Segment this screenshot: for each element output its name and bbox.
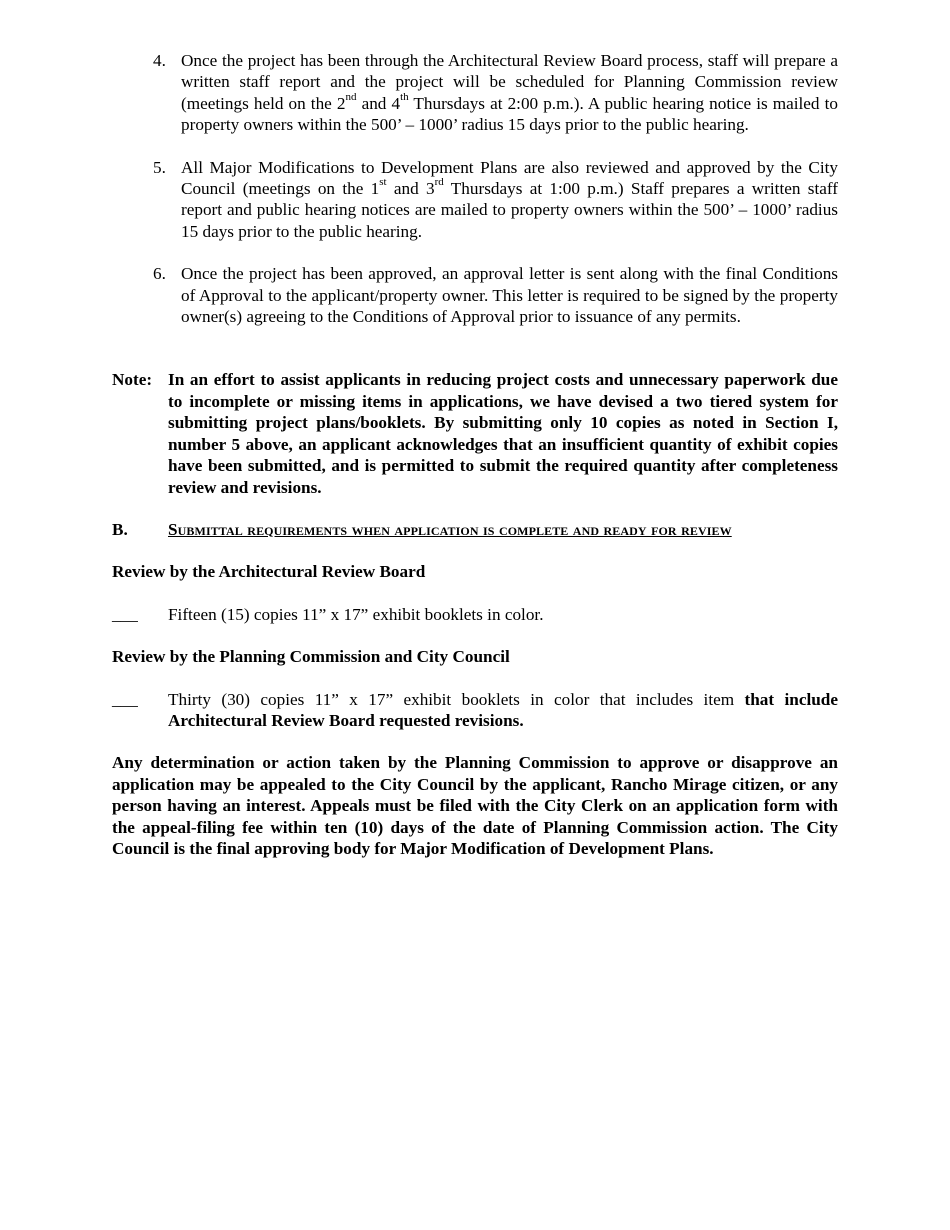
checklist-text: Fifteen (15) copies 11” x 17” exhibit booklets in color.: [168, 604, 544, 624]
list-item-number: 5.: [153, 157, 166, 177]
list-item-text: Once the project has been through the Architectural Review Board process, staff will prepare a written staff report and the project will be scheduled for Planning Commission review (meetings held on the 2nd and 4th Thursdays at 2:00 p.m.). A public hearing notice is mailed to property owners within the 500’ – 1000’ radius 15 days prior to the public hearing.: [181, 51, 838, 135]
pc-cc-checklist-item: [112, 689, 838, 732]
arb-heading: Review by the Architectural Review Board: [112, 562, 426, 582]
list-item-number: 4.: [153, 51, 166, 70]
note-paragraph: [112, 369, 838, 497]
document-page: [112, 50, 838, 859]
note-text: In an effort to assist applicants in reducing project costs and unnecessary paperwork due to incomplete or missing items in applications, we have devised a two tiered system for submitting project plans/booklets. By submitting only 10 copies as noted in Section I, number 5 above, an applicant acknowledges that an insufficient quantity of exhibit copies have been submitted, and is permitted to submit the required quantity after completeness review and revisions.: [168, 370, 838, 497]
section-title: Submittal requirements when application is complete and ready for review: [168, 519, 732, 539]
note-label: Note:: [112, 370, 153, 390]
section-b-heading: [112, 519, 838, 540]
checklist-text: Thirty (30) copies 11” x 17” exhibit booklets in color that includes item that include Architectural Review Board requested revisions.: [168, 689, 838, 730]
appeal-paragraph: Any determination or action taken by the Planning Commission to approve or disapprove an application may be appealed to the City Council by the applicant, Rancho Mirage citizen, or any person having an interest. Appeals must be filed with the City Clerk on an application form with the appeal-filing fee within ten (10) days of the date of Planning Commission action. The City Council is the final approving body for Major Modification of Development Plans.: [112, 753, 838, 858]
list-item-text: All Major Modifications to Development Plans are also reviewed and approved by the City Council (meetings on the 1st and 3rd Thursdays at 1:00 p.m.) Staff prepares a written staff report and public hearing notices are mailed to property owners within the 500’ – 1000’ radius 15 days prior to the public hearing.: [181, 157, 838, 241]
list-item-4: [112, 50, 838, 136]
list-item-6: [112, 263, 838, 327]
list-item-5: [112, 157, 838, 243]
list-item-number: 6.: [153, 264, 166, 284]
list-item-text: Once the project has been approved, an approval letter is sent along with the final Conditions of Approval to the applicant/property owner. This letter is required to be signed by the property owner(s) agreeing to the Conditions of Approval prior to issuance of any permits.: [181, 264, 838, 327]
checklist-blank: ___: [112, 604, 138, 624]
arb-checklist-item: [112, 604, 838, 625]
pc-cc-heading: Review by the Planning Commission and City Council: [112, 647, 510, 667]
section-label: B.: [112, 519, 128, 539]
checklist-blank: ___: [112, 689, 138, 709]
